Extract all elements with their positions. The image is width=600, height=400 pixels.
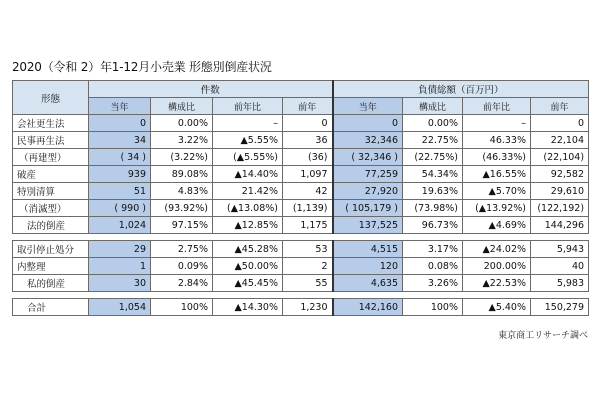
col-header: 前年 (283, 98, 333, 115)
table-cell: 0.08% (403, 258, 463, 275)
table-cell: ▲12.85% (213, 217, 283, 234)
table-cell: ▲22.53% (463, 275, 531, 292)
table-cell: 1,230 (283, 299, 333, 316)
table-cell: ▲5.40% (463, 299, 531, 316)
col-header: 当年 (89, 98, 151, 115)
table-cell: 92,582 (531, 166, 589, 183)
table-row (13, 217, 589, 234)
table-cell: 53 (283, 241, 333, 258)
table-cell: ▲14.30% (213, 299, 283, 316)
table-cell: 34 (89, 132, 151, 149)
table-cell: 4.83% (151, 183, 213, 200)
table-cell: 77,259 (333, 166, 403, 183)
table-cell: 100% (151, 299, 213, 316)
table-cell: ▲16.55% (463, 166, 531, 183)
col-header: 前年 (531, 98, 589, 115)
table-cell: 3.22% (151, 132, 213, 149)
table-row (13, 299, 589, 316)
table-cell: 0 (333, 115, 403, 132)
table-cell: 22,104 (531, 132, 589, 149)
table-cell: ▲4.69% (463, 217, 531, 234)
table-cell: 54.34% (403, 166, 463, 183)
table-row (13, 183, 589, 200)
table-cell: 42 (283, 183, 333, 200)
row-label: （再建型） (13, 149, 89, 166)
table-cell: ▲5.55% (213, 132, 283, 149)
table-cell: 97.15% (151, 217, 213, 234)
table-cell: 1,097 (283, 166, 333, 183)
row-label: 合計 (13, 299, 89, 316)
table-cell: 120 (333, 258, 403, 275)
table-cell: (1,139) (283, 200, 333, 217)
table-cell: – (213, 115, 283, 132)
table-cell: 200.00% (463, 258, 531, 275)
table-cell: 3.26% (403, 275, 463, 292)
table-row (13, 132, 589, 149)
table-cell: 0 (283, 115, 333, 132)
table-cell: 32,346 (333, 132, 403, 149)
table-cell: 0.09% (151, 258, 213, 275)
table-cell: 22.75% (403, 132, 463, 149)
col-header: 前年比 (213, 98, 283, 115)
row-label: 取引停止処分 (13, 241, 89, 258)
table-cell: ▲14.40% (213, 166, 283, 183)
table-cell: 1,054 (89, 299, 151, 316)
row-label: 破産 (13, 166, 89, 183)
table-row (13, 258, 589, 275)
table-cell: 40 (531, 258, 589, 275)
table-row (13, 241, 589, 258)
table-cell: ( 990 ) (89, 200, 151, 217)
table-cell: 0 (531, 115, 589, 132)
table-cell: 4,515 (333, 241, 403, 258)
table-cell: 144,296 (531, 217, 589, 234)
table-cell: 150,279 (531, 299, 589, 316)
row-label: （消滅型） (13, 200, 89, 217)
table-row (13, 149, 589, 166)
table-title: 2020（令和 2）年1-12月小売業 形態別倒産状況 (12, 60, 272, 74)
table-cell: 2.84% (151, 275, 213, 292)
table-cell: (93.92%) (151, 200, 213, 217)
count-group-header: 件数 (89, 81, 333, 98)
row-label: 民事再生法 (13, 132, 89, 149)
debt-group-header: 負債総額（百万円） (333, 81, 589, 98)
table-cell: 96.73% (403, 217, 463, 234)
table-cell: (▲13.92%) (463, 200, 531, 217)
table-cell: 939 (89, 166, 151, 183)
table-cell: (22,104) (531, 149, 589, 166)
table-cell: ▲45.28% (213, 241, 283, 258)
table-cell: 29,610 (531, 183, 589, 200)
table-cell: (36) (283, 149, 333, 166)
table-cell: (3.22%) (151, 149, 213, 166)
table-cell: 19.63% (403, 183, 463, 200)
table-cell: (22.75%) (403, 149, 463, 166)
row-label: 法的倒産 (13, 217, 89, 234)
table-cell: 4,635 (333, 275, 403, 292)
table-row (13, 275, 589, 292)
table-cell: 2 (283, 258, 333, 275)
table-row (13, 166, 589, 183)
table-cell: 5,943 (531, 241, 589, 258)
row-label: 私的倒産 (13, 275, 89, 292)
table-cell: 55 (283, 275, 333, 292)
table-cell: 89.08% (151, 166, 213, 183)
table-cell: ( 32,346 ) (333, 149, 403, 166)
table-cell: 29 (89, 241, 151, 258)
col-header: 前年比 (463, 98, 531, 115)
table-cell: ▲5.70% (463, 183, 531, 200)
table-cell: ▲24.02% (463, 241, 531, 258)
table-cell: ▲50.00% (213, 258, 283, 275)
bankruptcy-table (12, 80, 589, 316)
col-header: 構成比 (151, 98, 213, 115)
table-cell: 0 (89, 115, 151, 132)
table-cell: 2.75% (151, 241, 213, 258)
source-note: 東京商工リサーチ調べ (498, 331, 588, 341)
table-cell: (46.33%) (463, 149, 531, 166)
table-cell: (122,192) (531, 200, 589, 217)
table-cell: – (463, 115, 531, 132)
table-cell: 3.17% (403, 241, 463, 258)
col-header: 構成比 (403, 98, 463, 115)
table-cell: 1,175 (283, 217, 333, 234)
table-cell: ( 34 ) (89, 149, 151, 166)
table-cell: (▲13.08%) (213, 200, 283, 217)
header-row-2 (13, 98, 589, 115)
table-cell: (73.98%) (403, 200, 463, 217)
table-cell: ▲45.45% (213, 275, 283, 292)
table-cell: 1 (89, 258, 151, 275)
header-row-1 (13, 81, 589, 98)
table-cell: 137,525 (333, 217, 403, 234)
row-label: 内整理 (13, 258, 89, 275)
table-cell: 5,983 (531, 275, 589, 292)
table-cell: 30 (89, 275, 151, 292)
table-row (13, 200, 589, 217)
table-cell: ( 105,179 ) (333, 200, 403, 217)
table-row (13, 115, 589, 132)
table-cell: 0.00% (151, 115, 213, 132)
col-header: 当年 (333, 98, 403, 115)
table-cell: 46.33% (463, 132, 531, 149)
row-label: 特別清算 (13, 183, 89, 200)
table-cell: 36 (283, 132, 333, 149)
table-cell: (▲5.55%) (213, 149, 283, 166)
table-cell: 27,920 (333, 183, 403, 200)
table-cell: 142,160 (333, 299, 403, 316)
table-cell: 0.00% (403, 115, 463, 132)
form-header: 形態 (13, 81, 89, 115)
table-cell: 100% (403, 299, 463, 316)
table-cell: 1,024 (89, 217, 151, 234)
row-label: 会社更生法 (13, 115, 89, 132)
table-cell: 21.42% (213, 183, 283, 200)
table-cell: 51 (89, 183, 151, 200)
